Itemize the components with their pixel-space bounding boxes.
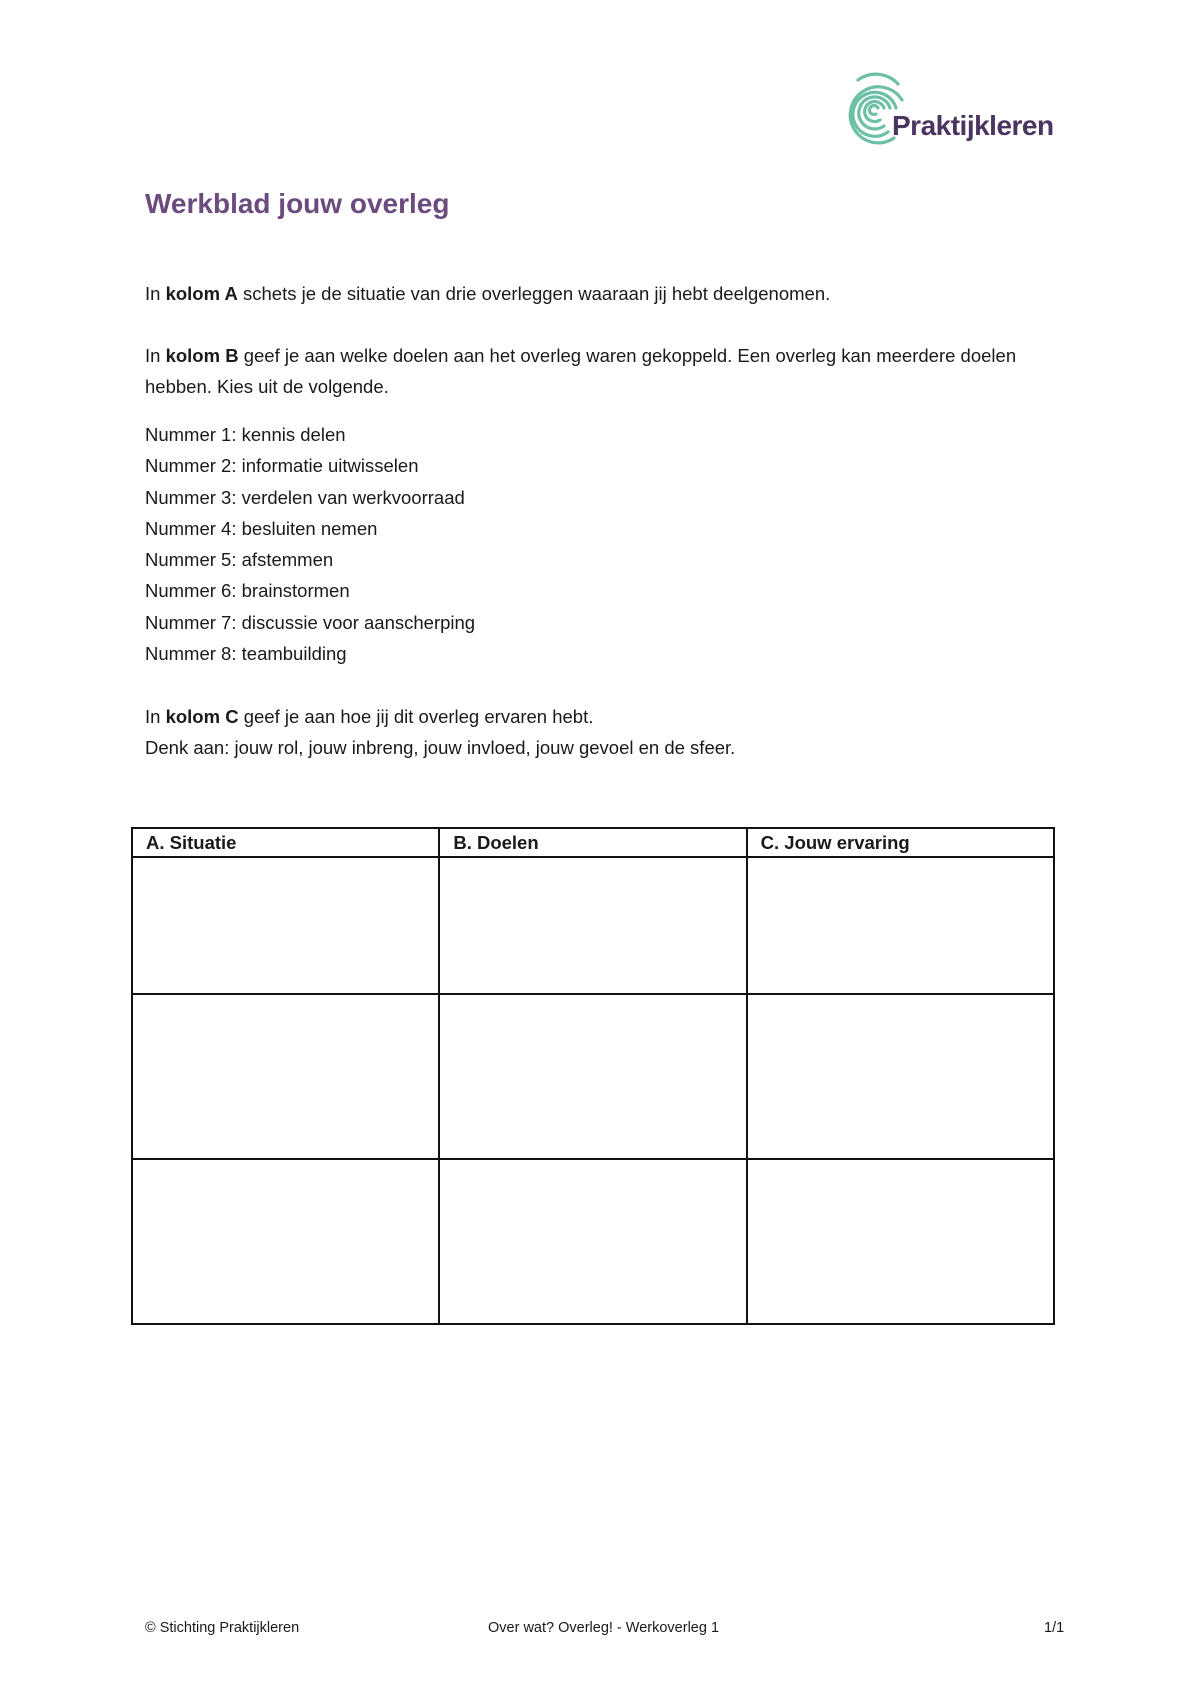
table-header-row [132,828,1054,857]
goal-item: Nummer 1: kennis delen [145,424,346,445]
goal-item: Nummer 5: afstemmen [145,549,334,571]
table-row [132,994,1054,1159]
cell-situatie[interactable] [132,857,439,994]
brand-logo [838,70,1068,150]
footer-page-number: 1/1 [1044,1620,1065,1636]
worksheet-table [131,827,1055,1325]
goal-item: Nummer 4: besluiten nemen [145,517,378,539]
table-row [132,1159,1054,1324]
table-row [132,857,1054,994]
instruction-kolom-b: In kolom B geef je aan welke doelen aan het overleg waren gekoppeld. Een overleg kan meerdere doelen hebben. Kies uit de volgende. [145,345,1017,397]
header-doelen: B. Doelen [439,828,746,857]
brand-name: Praktijkleren [892,110,1054,141]
footer-document-title: Over wat? Overleg! - Werkoverleg 1 [488,1620,720,1636]
header-ervaring: C. Jouw ervaring [747,828,1054,857]
goal-item: Nummer 3: verdelen van werkvoorraad [145,486,465,508]
cell-situatie[interactable] [132,1159,439,1324]
cell-situatie[interactable] [132,994,439,1159]
cell-doelen[interactable] [439,1159,746,1324]
footer-copyright: © Stichting Praktijkleren [145,1620,300,1636]
cell-doelen[interactable] [439,857,746,994]
header-situatie: A. Situatie [132,828,439,857]
cell-ervaring[interactable] [747,1159,1054,1324]
goal-item: Nummer 6: brainstormen [145,580,350,602]
cell-doelen[interactable] [439,994,746,1159]
goal-item: Nummer 8: teambuilding [145,643,347,665]
instruction-kolom-a: In kolom A schets je de situatie van drie overleggen waaraan jij hebt deelgenomen. [145,283,831,304]
goals-list [145,419,475,669]
instruction-kolom-c: In kolom C geef je aan hoe jij dit overleg ervaren hebt. Denk aan: jouw rol, jouw inbreng, jouw invloed, jouw gevoel en de sfeer. [145,706,736,758]
cell-ervaring[interactable] [747,994,1054,1159]
cell-ervaring[interactable] [747,857,1054,994]
goal-item: Nummer 7: discussie voor aanscherping [145,611,476,633]
page-title: Werkblad jouw overleg [145,188,450,219]
goal-item: Nummer 2: informatie uitwisselen [145,455,419,477]
